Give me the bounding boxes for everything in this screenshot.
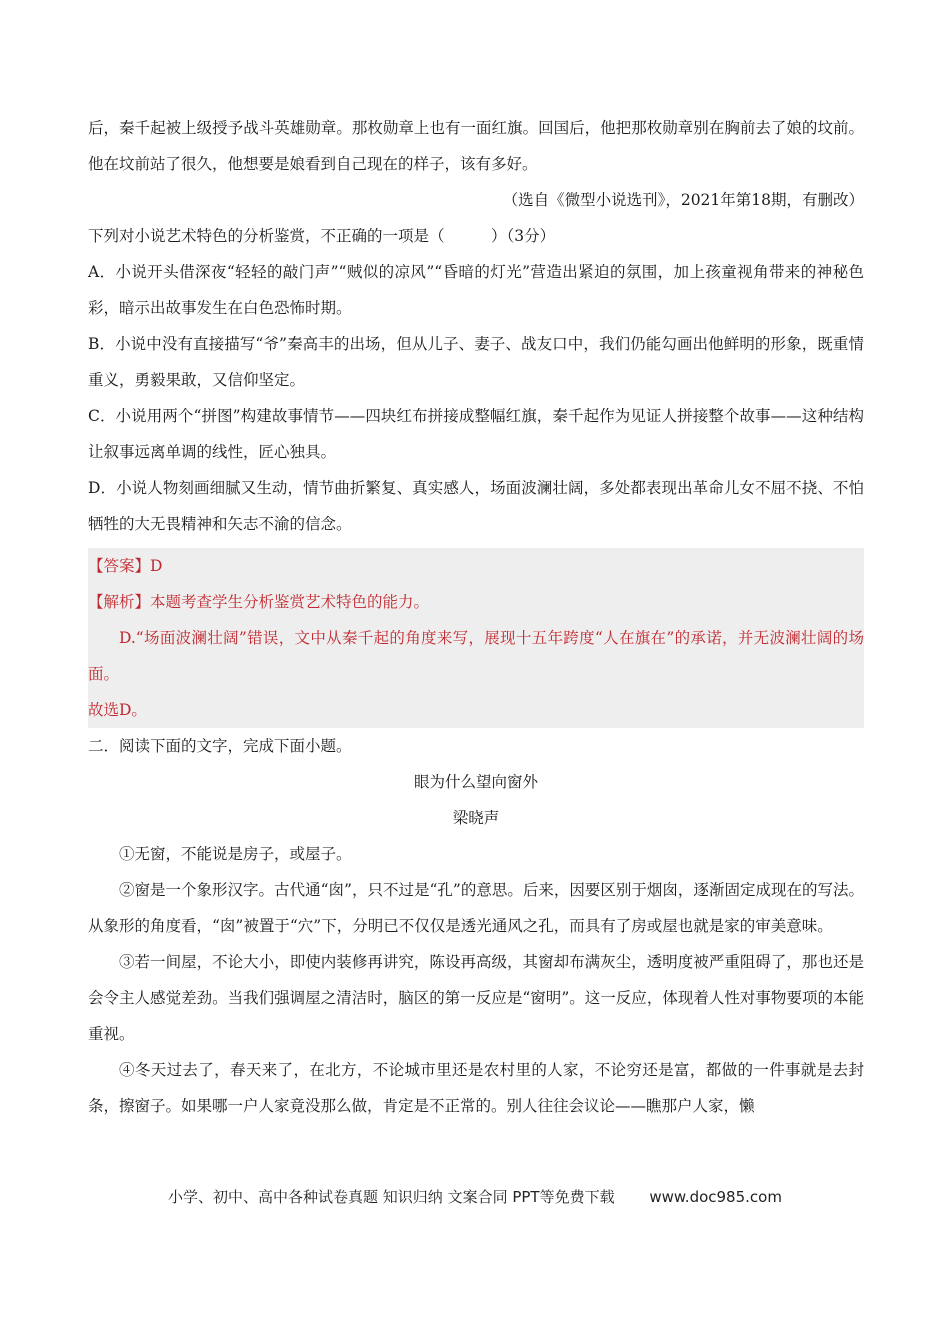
option-c: C．小说用两个“拼图”构建故事情节——四块红布拼接成整幅红旗，秦千起作为见证人拼接整个故事——这种结构让叙事远离单调的线性，匠心独具。 xyxy=(88,407,864,461)
article-title: 眼为什么望向窗外 xyxy=(413,773,538,791)
article-paragraph-3: ③若一间屋，不论大小，即使内装修再讲究，陈设再高级，其窗却布满灰尘，透明度被严重阻碍了，那也还是会令主人感觉差劲。当我们强调屋之清洁时，脑区的第一反应是“窗明”。这一反应，体现着人性对事物要项的本能重视。 xyxy=(88,953,864,1043)
source-citation: （选自《微型小说选刊》，2021年第18期，有删改） xyxy=(502,191,864,209)
answer-line: 【答案】D xyxy=(88,557,163,575)
section-heading: 二．阅读下面的文字，完成下面小题。 xyxy=(88,737,352,755)
answer-box xyxy=(88,548,864,728)
article-author: 梁晓声 xyxy=(452,809,500,827)
footer-url[interactable]: www.doc985.com xyxy=(649,1188,782,1206)
answer-conclusion: 故选D。 xyxy=(88,701,147,719)
option-a: A．小说开头借深夜“轻轻的敲门声”“贼似的凉风”“昏暗的灯光”营造出紧迫的氛围，加上孩童视角带来的神秘色彩，暗示出故事发生在白色恐怖时期。 xyxy=(88,263,864,317)
article-paragraph-1: ①无窗，不能说是房子，或屋子。 xyxy=(119,845,352,863)
option-d: D．小说人物刻画细腻又生动，情节曲折繁复、真实感人，场面波澜壮阔，多处都表现出革命儿女不屈不挠、不怕牺牲的大无畏精神和矢志不渝的信念。 xyxy=(88,479,864,533)
document-page xyxy=(88,110,864,1124)
analysis-detail: D.“场面波澜壮阔”错误，文中从秦千起的角度来写，展现十五年跨度“人在旗在”的承诺，并无波澜壮阔的场面。 xyxy=(88,629,864,683)
article-paragraph-2: ②窗是一个象形汉字。古代通“囱”，只不过是“孔”的意思。后来，因要区别于烟囱，逐渐固定成现在的写法。从象形的角度看，“囱”被置于“穴”下，分明已不仅仅是透光通风之孔，而具有了房或屋也就是家的审美意味。 xyxy=(88,881,864,935)
continued-paragraph: 后，秦千起被上级授予战斗英雄勋章。那枚勋章上也有一面红旗。回国后，他把那枚勋章别在胸前去了娘的坟前。他在坟前站了很久，他想要是娘看到自己现在的样子，该有多好。 xyxy=(88,119,864,173)
page-footer xyxy=(0,1186,950,1207)
question-stem: 下列对小说艺术特色的分析鉴赏，不正确的一项是（ ）（3分） xyxy=(88,227,556,245)
article-paragraph-4: ④冬天过去了，春天来了，在北方，不论城市里还是农村里的人家，不论穷还是富，都做的一件事就是去封条，擦窗子。如果哪一户人家竟没那么做，肯定是不正常的。别人往往会议论——瞧那户人家，懒 xyxy=(88,1061,864,1115)
footer-text: 小学、初中、高中各种试卷真题 知识归纳 文案合同 PPT等免费下载 xyxy=(168,1188,615,1206)
option-b: B．小说中没有直接描写“爷”秦高丰的出场，但从儿子、妻子、战友口中，我们仍能勾画出他鲜明的形象，既重情重义，勇毅果敢，又信仰坚定。 xyxy=(88,335,864,389)
analysis-line: 【解析】本题考查学生分析鉴赏艺术特色的能力。 xyxy=(88,593,430,611)
